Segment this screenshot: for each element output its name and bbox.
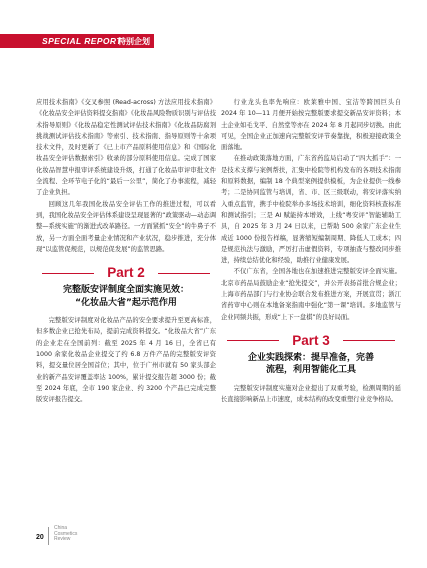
right-paragraph-2: 在推动政策落地方面，广东省药监局启动了“四大抓手”：一是技术支撑与案例帮扶，汇集中检院等机构发布的各项技术指南和原料数据，编制 18 个典型案例提供模板，为企业提供一线参考；二是协同监管与培训，省、市、区三级联动，将安评落实纳入重点监管，携手中检院举办多场技术培训，细化资料核查标准和测试指引；三是 AI 赋能持本增效，上线“粤安评”智能辅助工具，自 2025 年 3 月 24 日以来，已帮助 500 余家广东企业生成近 1000 份报告样稿，显著缩短编制周期、降低人工成本；四是规范执法与激励，严厉打击虚假资料，专项抽查与整改同步推进，持续总结优化和经验，助推行业健康发展。 — [221, 155, 401, 265]
left-paragraph-1: 应用技术指南》《交叉参照 (Read-across) 方法应用技术指南》《化妆品安全评估资料提交指南》《化妆品风险物质识别与评估技术指导原则》《化妆品稳定性测试评估技术指南》《化妆品防腐剂挑战测试评估技术指南》等索引、技术指南、指导原则等十余项技术文件，及时更新了《已上市产品原料使用信息》和《国际化妆品安全评估数据索引》收录的部分原料使用信息。完成了国家化妆品智慧申报审评系统建设升级，打通了化妆品审评审批文件全流程、全环节电子化的“最后一公里”，简化了办事流程，减轻了企业负担。 — [36, 99, 216, 197]
section-subtitle: 特别企划 — [118, 36, 150, 46]
left-paragraph-2: 回顾这几年我国化妆品安全评估工作的推进过程，可以看到，我国化妆品安全评估体系建设呈现显著的“政策驱动—动态调整—系统实施”的渐进式改革路径。一方面紧抓“安全”的牛鼻子不放，另一方面全面考量企业情况和产业状况，稳步推进，充分体现“以监管促规范，以规范促发展”的监管思路。 — [36, 200, 216, 253]
part-2-label — [36, 265, 216, 280]
right-paragraph-4: 完整版安评制度实施对企业提出了双重考验，检测周期的延长直接影响新品上市速度，成本结构的改变重塑行业竞争格局。 — [221, 384, 401, 404]
part-3-heading — [221, 352, 401, 377]
footer-divider — [48, 527, 49, 545]
page-number: 20 — [36, 534, 44, 541]
part-2-heading-line-1: 完整版安评制度全面实施见效： — [62, 285, 189, 296]
left-paragraph-3: 完整版安评制度对化妆品产品的安全要求提升至更高标准，但多数企业已抢先布局，提前完成资料提交。“化妆品大省”广东的企业走在全国前列：截至 2025 年 4 月 16 日，全省已有 1000 余家化妆品企业提交了约 6.8 万件产品的完整版安评资料，提交量位居全国首位；其中，位于广州市就有 50 家头部企业的新产品安评覆盖率达 100%，累计提交报告超 3000 份；截至 2024 年底，全市 190 家企业、约 3200 个产品已完成完整版安评报告提交。 — [36, 317, 216, 404]
part-2-heading-line-2: “化妆品大省”起示范作用 — [75, 297, 177, 308]
part-2-text: Part 2 — [107, 265, 145, 281]
divider-line — [227, 340, 279, 341]
divider-line — [343, 340, 395, 341]
magazine-name: China Cosmetics Review — [54, 525, 78, 543]
right-paragraph-1: 行业龙头也率先响应：欧莱雅中国、宝洁等跨国巨头自 2024 年 10—11 月便开始按完整版要求提交新品安评资料；本土企业如毛戈平、自然堂等亦在 2024 年 8 月起同步切换。由此可见，全国企业正加速向完整版安评节奏靠拢，积极迎接政策全面落地。 — [221, 99, 401, 152]
divider-line — [158, 273, 210, 274]
left-column — [36, 97, 216, 406]
right-column — [221, 97, 401, 406]
part-3-text: Part 3 — [292, 332, 330, 348]
section-title: SPECIAL REPORT — [42, 36, 122, 46]
divider-line — [42, 273, 94, 274]
right-paragraph-3: 不仅广东省，全国各地也在加速推进完整版安评全面实施。北京市药品局鼓励企业“抢先提交”，并公开表扬首批合规企业；上海市药品部门与行业协会联合发布推进方案，开展宣贯；浙江省药审中心则在本地备案指南中强化“第一课”培训。多地监管与企业同频共振，形成“上下一盘棋”的良好局面。 — [221, 268, 401, 321]
part-3-label — [221, 333, 401, 348]
part-3-heading-line-2: 流程，利用智能化工具 — [265, 365, 356, 376]
part-3-heading-line-1: 企业实践探索：提早准备，完善 — [247, 352, 374, 363]
part-2-heading — [36, 284, 216, 309]
